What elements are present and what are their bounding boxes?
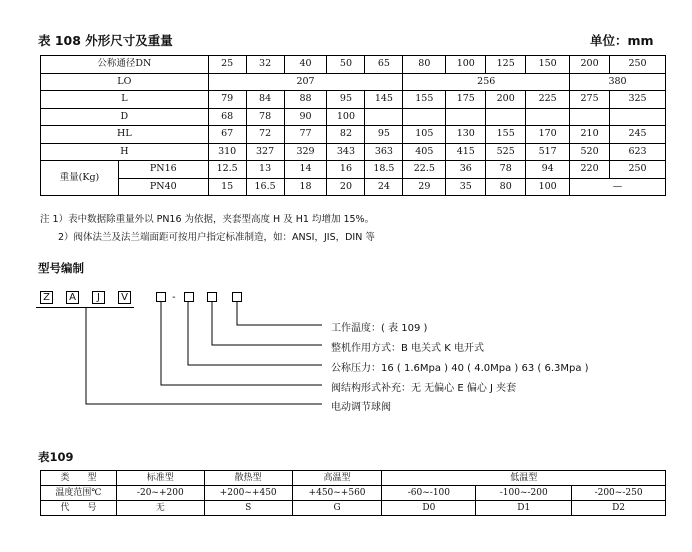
d-cell: 68: [208, 108, 246, 126]
dn-cell: 32: [246, 56, 284, 74]
pn40-cell: 18: [284, 178, 327, 196]
h-cell: 327: [246, 143, 284, 161]
pn16-cell: 14: [284, 161, 327, 179]
lo-cell: 256: [403, 73, 570, 91]
label-product-name: 电动调节球阀: [331, 402, 391, 413]
dn-cell: 100: [446, 56, 486, 74]
pn16-cell: 94: [526, 161, 570, 179]
hl-cell: 245: [610, 126, 666, 144]
range-cell: -100~-200: [476, 486, 572, 501]
d-cell: 78: [246, 108, 284, 126]
hl-cell: 72: [246, 126, 284, 144]
code-cell: 无: [116, 501, 204, 516]
pn16-cell: 16: [327, 161, 365, 179]
table-108-title: 表 108 外形尺寸及重量: [38, 33, 173, 48]
l-cell: 145: [365, 91, 403, 109]
pn40-cell: 24: [365, 178, 403, 196]
l-cell: 88: [284, 91, 327, 109]
hl-label: HL: [41, 126, 209, 144]
pn16-cell: 18.5: [365, 161, 403, 179]
dn-cell: 250: [610, 56, 666, 74]
dn-cell: 200: [570, 56, 610, 74]
h-cell: 415: [446, 143, 486, 161]
model-letter-box: Z: [40, 291, 53, 304]
hl-cell: 155: [486, 126, 526, 144]
hl-cell: 95: [365, 126, 403, 144]
range-cell: -200~-250: [572, 486, 666, 501]
temperature-type-table: [40, 470, 666, 516]
pn16-cell: 250: [610, 161, 666, 179]
range-label: 温度范围℃: [41, 486, 117, 501]
l-label: L: [41, 91, 209, 109]
code-cell: S: [204, 501, 292, 516]
code-row: [41, 501, 666, 516]
l-cell: 275: [570, 91, 610, 109]
code-cell: D1: [476, 501, 572, 516]
dn-cell: 25: [208, 56, 246, 74]
h-cell: 310: [208, 143, 246, 161]
pn40-cell: —: [570, 178, 666, 196]
pn16-cell: 22.5: [403, 161, 446, 179]
h-cell: 329: [284, 143, 327, 161]
pn40-cell: 20: [327, 178, 365, 196]
hl-cell: 130: [446, 126, 486, 144]
model-code-title: 型号编制: [38, 261, 84, 275]
code-label: 代 号: [41, 501, 117, 516]
hl-cell: 67: [208, 126, 246, 144]
code-cell: G: [292, 501, 382, 516]
d-cell: 90: [284, 108, 327, 126]
h-cell: 405: [403, 143, 446, 161]
pn16-cell: 220: [570, 161, 610, 179]
dn-cell: 80: [403, 56, 446, 74]
label-structure-supplement: 阀结构形式补充：无 无偏心 E 偏心 J 夹套: [331, 383, 517, 394]
l-cell: 95: [327, 91, 365, 109]
pn16-cell: 36: [446, 161, 486, 179]
pn40-cell: 16.5: [246, 178, 284, 196]
pn16-label: PN16: [118, 161, 208, 179]
pn40-cell: 80: [486, 178, 526, 196]
label-working-temperature: 工作温度：( 表 109 ): [331, 323, 428, 334]
l-cell: 225: [526, 91, 570, 109]
lo-cell: 207: [208, 73, 403, 91]
range-cell: +450~+560: [292, 486, 382, 501]
dn-label: 公称通径DN: [41, 56, 209, 74]
dn-cell: 65: [365, 56, 403, 74]
range-cell: +200~+450: [204, 486, 292, 501]
code-cell: D0: [382, 501, 476, 516]
l-cell: 155: [403, 91, 446, 109]
weight-label: 重量(Kg): [41, 161, 119, 196]
l-cell: 79: [208, 91, 246, 109]
pn16-cell: 13: [246, 161, 284, 179]
range-cell: -20~+200: [116, 486, 204, 501]
type-cell: 高温型: [292, 471, 382, 486]
dn-cell: 125: [486, 56, 526, 74]
h-cell: 363: [365, 143, 403, 161]
lo-cell: 380: [570, 73, 666, 91]
l-cell: 84: [246, 91, 284, 109]
pn40-cell: 15: [208, 178, 246, 196]
type-label: 类 型: [41, 471, 117, 486]
pn40-cell: 35: [446, 178, 486, 196]
dn-cell: 50: [327, 56, 365, 74]
code-dash: -: [172, 292, 176, 303]
h-cell: 343: [327, 143, 365, 161]
d-cell: 100: [327, 108, 365, 126]
label-nominal-pressure: 公称压力：16 ( 1.6Mpa ) 40 ( 4.0Mpa ) 63 ( 6.3Mpa ): [331, 363, 589, 374]
pn40-label: PN40: [118, 178, 208, 196]
model-letter-box: A: [66, 291, 79, 304]
range-cell: -60~-100: [382, 486, 476, 501]
l-cell: 325: [610, 91, 666, 109]
unit-label: 单位：mm: [590, 33, 654, 48]
h-cell: 520: [570, 143, 610, 161]
code-cell: D2: [572, 501, 666, 516]
type-cell: 散热型: [204, 471, 292, 486]
h-cell: 525: [486, 143, 526, 161]
hl-cell: 82: [327, 126, 365, 144]
l-cell: 200: [486, 91, 526, 109]
hl-cell: 170: [526, 126, 570, 144]
h-label: H: [41, 143, 209, 161]
range-row: [41, 486, 666, 501]
pn16-cell: 78: [486, 161, 526, 179]
note-1: 注 1）表中数据除重量外以 PN16 为依据，夹套型高度 H 及 H1 均增加 15%。: [40, 214, 375, 225]
pn40-cell: 29: [403, 178, 446, 196]
label-action-mode: 整机作用方式：B 电关式 K 电开式: [331, 343, 484, 354]
pn40-cell: 100: [526, 178, 570, 196]
l-cell: 175: [446, 91, 486, 109]
hl-cell: 105: [403, 126, 446, 144]
hl-cell: 210: [570, 126, 610, 144]
type-row: [41, 471, 666, 486]
pn16-cell: 12.5: [208, 161, 246, 179]
type-cell: 标准型: [116, 471, 204, 486]
dn-cell: 40: [284, 56, 327, 74]
dn-cell: 150: [526, 56, 570, 74]
h-cell: 623: [610, 143, 666, 161]
model-letter-box: J: [92, 291, 105, 304]
model-letter-box: V: [118, 291, 131, 304]
table-109-title: 表109: [38, 450, 74, 464]
note-2: 2）阀体法兰及法兰端面距可按用户指定标准制造，如：ANSI，JIS，DIN 等: [58, 232, 375, 243]
h-cell: 517: [526, 143, 570, 161]
hl-cell: 77: [284, 126, 327, 144]
d-label: D: [41, 108, 209, 126]
type-cell: 低温型: [382, 471, 666, 486]
lo-label: LO: [41, 73, 209, 91]
